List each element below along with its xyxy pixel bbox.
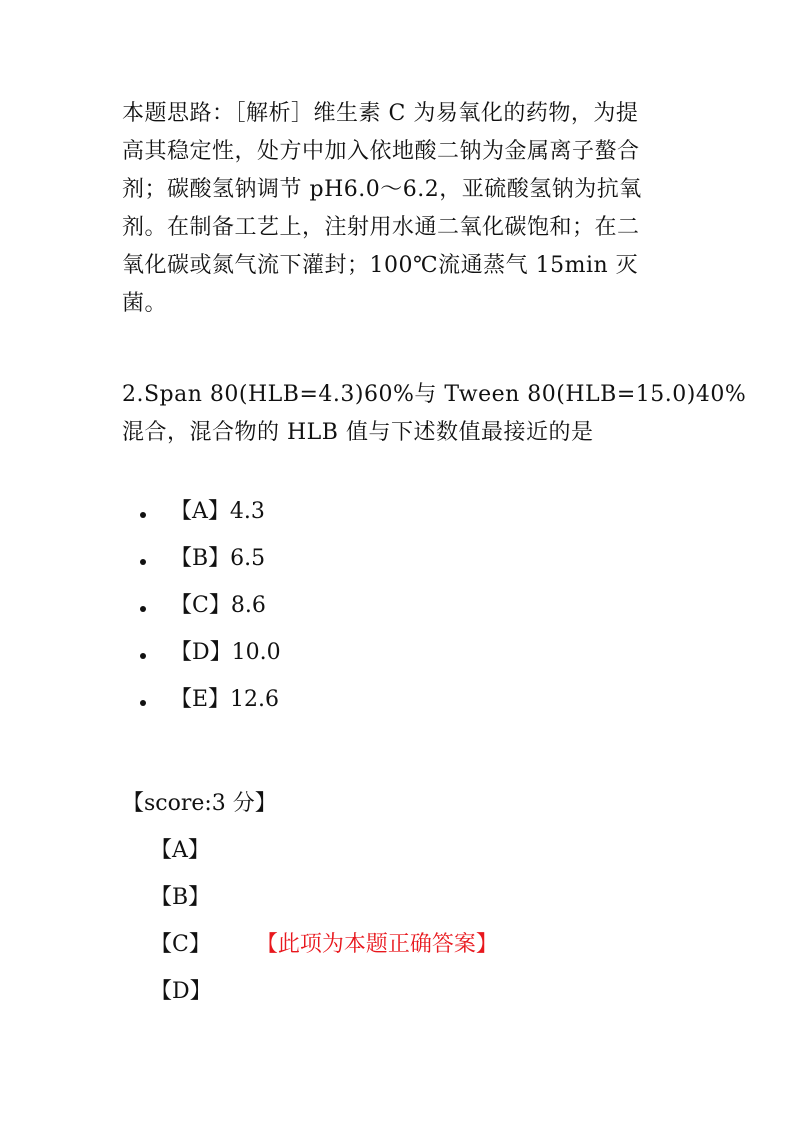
bullet-icon — [140, 559, 146, 565]
answer-row — [150, 880, 498, 927]
option-item — [140, 488, 281, 535]
analysis-line: 剂；碳酸氢钠调节 pH6.0～6.2，亚硫酸氢钠为抗氧 — [122, 177, 642, 202]
score-label: 【score:3 分】 — [122, 791, 277, 816]
question-stem — [122, 376, 747, 452]
option-label: 【E】12.6 — [170, 686, 280, 712]
bullet-icon — [140, 512, 146, 518]
bullet-icon — [140, 700, 146, 706]
analysis-line: 菌。 — [122, 291, 168, 316]
option-item — [140, 676, 281, 723]
option-label: 【A】4.3 — [170, 498, 265, 524]
bullet-icon — [140, 653, 146, 659]
question-line: 2.Span 80(HLB=4.3)60%与 Tween 80(HLB=15.0)40% — [122, 382, 747, 407]
option-item — [140, 535, 281, 582]
answer-label: 【B】 — [150, 885, 211, 910]
analysis-line: 高其稳定性，处方中加入依地酸二钠为金属离子螯合 — [122, 139, 640, 164]
option-list — [140, 488, 281, 723]
option-label: 【C】8.6 — [170, 592, 266, 618]
analysis-line: 氧化碳或氮气流下灌封；100℃流通蒸气 15min 灭 — [122, 253, 639, 278]
answer-label: 【A】 — [150, 838, 210, 863]
option-item — [140, 582, 281, 629]
answer-row — [150, 833, 498, 880]
analysis-line: 本题思路：［解析］维生素 C 为易氧化的药物，为提 — [122, 101, 639, 126]
answer-label: 【C】 — [150, 932, 211, 957]
answer-row — [150, 927, 498, 974]
option-label: 【D】10.0 — [170, 639, 281, 665]
analysis-line: 剂。在制备工艺上，注射用水通二氧化碳饱和；在二 — [122, 215, 640, 240]
answer-list — [150, 833, 498, 1021]
option-item — [140, 629, 281, 676]
answer-row — [150, 974, 498, 1021]
correct-answer-note: 【此项为本题正确答案】 — [255, 932, 498, 957]
bullet-icon — [140, 606, 146, 612]
analysis-paragraph — [122, 95, 682, 323]
question-line: 混合，混合物的 HLB 值与下述数值最接近的是 — [122, 420, 594, 445]
option-label: 【B】6.5 — [170, 545, 266, 571]
answer-label: 【D】 — [150, 979, 212, 1004]
